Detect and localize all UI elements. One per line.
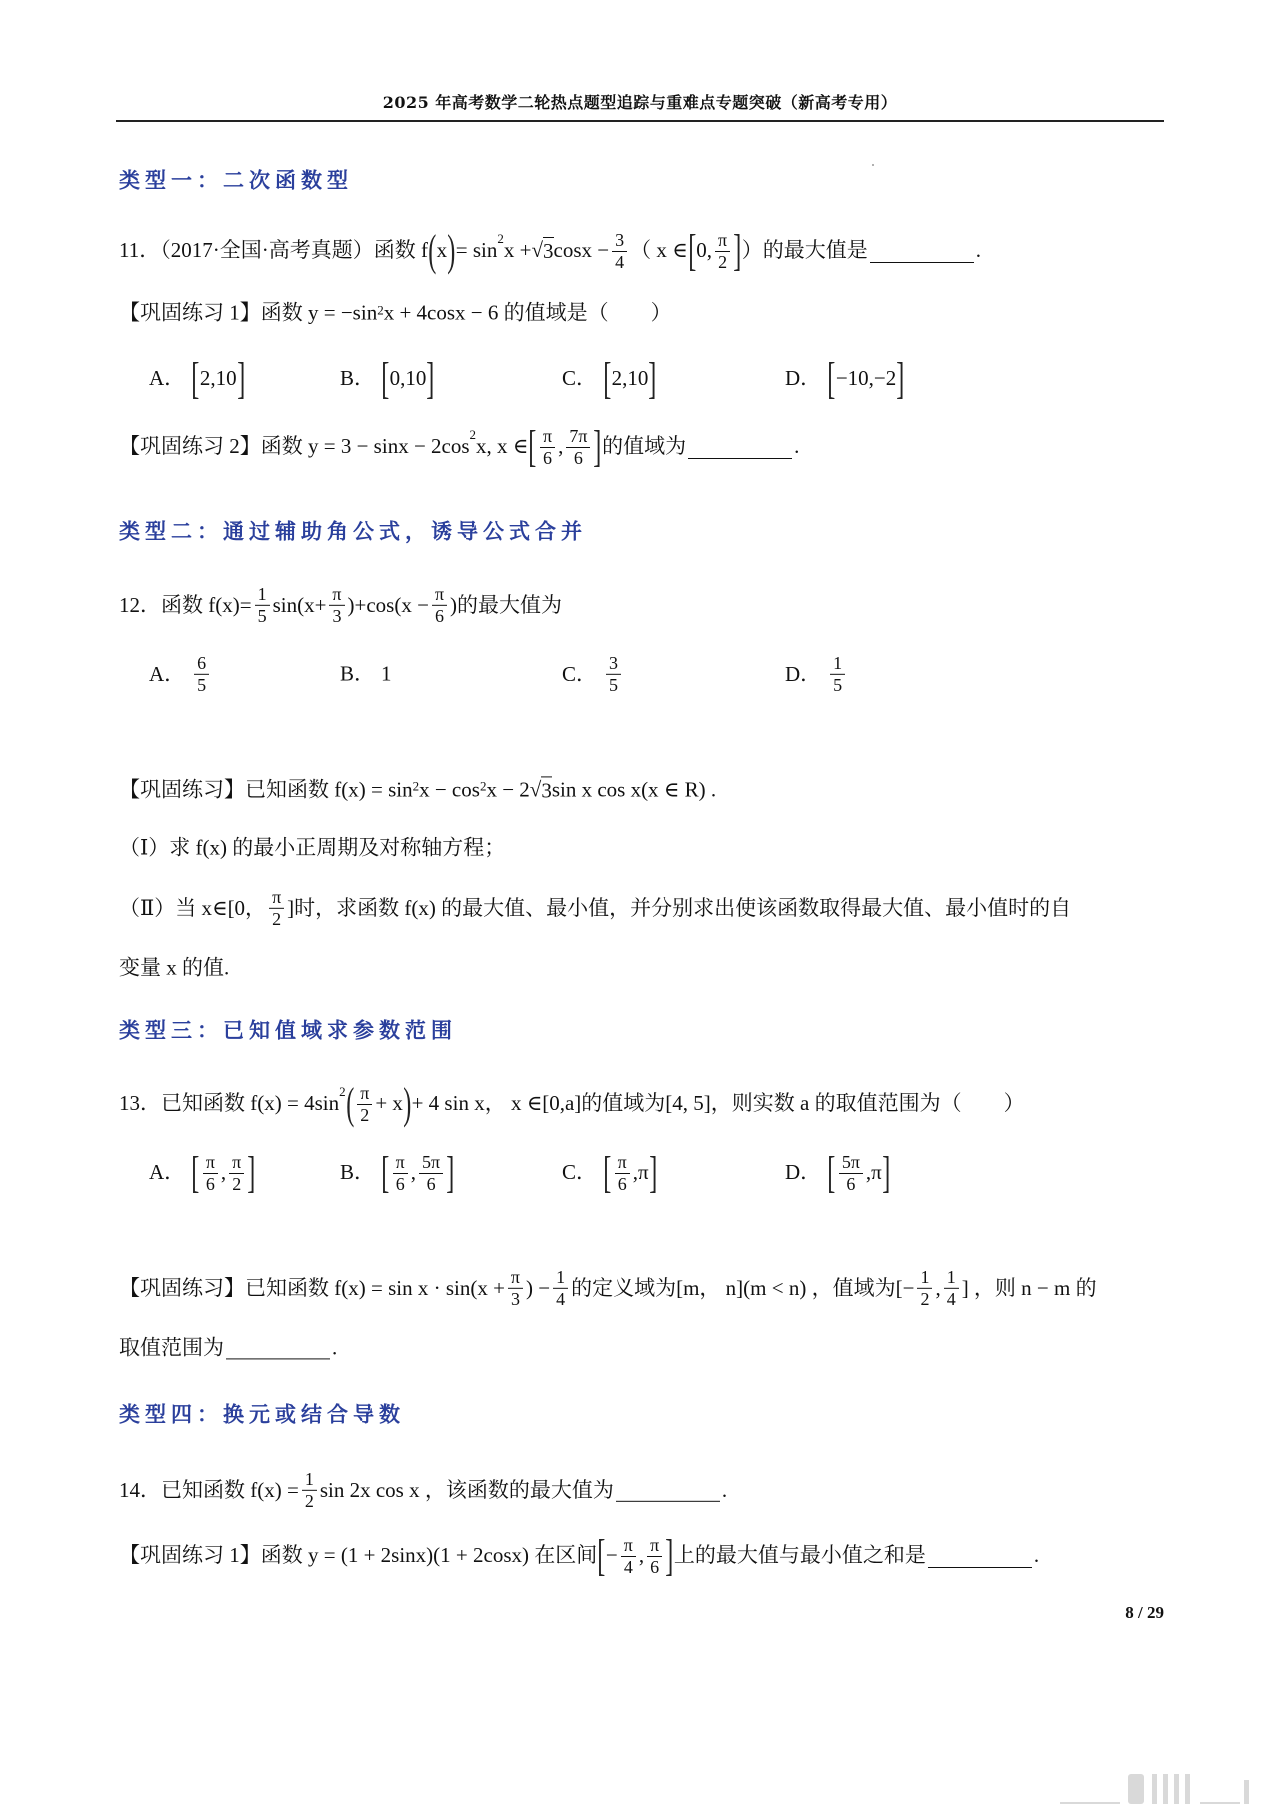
fraction [944, 1267, 959, 1309]
text-run: ,π [865, 1160, 882, 1185]
fraction-numerator: 7π [566, 426, 590, 448]
fraction-numerator: 3 [612, 230, 627, 252]
fraction [357, 1083, 372, 1125]
question-line [119, 1469, 727, 1511]
page-header: 2025 年高考数学二轮热点题型追踪与重难点专题突破（新高考专用） [382, 93, 898, 112]
big-bracket: ] [648, 1148, 657, 1197]
fraction-denominator: 2 [232, 1173, 242, 1194]
fraction-denominator: 6 [650, 1556, 660, 1577]
big-bracket: [ [191, 1148, 200, 1197]
big-bracket: ] [247, 1148, 256, 1197]
big-bracket: ) [403, 1079, 412, 1128]
fraction [615, 1152, 630, 1194]
text-run: ] ，则 n − m 的 [961, 1275, 1097, 1300]
text-run: 【巩固练习 1】函数 y = (1 + 2sinx)(1 + 2cosx) 在区间 [119, 1543, 598, 1568]
text-run: , [410, 1160, 417, 1185]
fraction [830, 653, 845, 695]
big-bracket: ] [896, 354, 905, 403]
big-bracket: ] [648, 354, 657, 403]
question-line [119, 955, 229, 980]
big-bracket: ] [593, 422, 602, 471]
fraction-denominator: 6 [573, 447, 583, 468]
option-label: A． [149, 661, 186, 686]
option-label: D． [785, 366, 822, 391]
section-heading [119, 519, 587, 544]
fraction-numerator: π [357, 1083, 372, 1105]
fraction [715, 230, 730, 272]
option-label: B． [340, 1160, 376, 1185]
fraction [612, 230, 627, 272]
big-bracket: [ [191, 354, 200, 403]
option-a [149, 1148, 256, 1197]
fraction-denominator: 6 [617, 1173, 627, 1194]
fraction-numerator: 3 [606, 653, 621, 675]
option-label: D． [785, 1160, 822, 1185]
superscript: 2 [377, 302, 384, 318]
text-run: x + [503, 238, 532, 263]
fraction-denominator: 3 [332, 605, 342, 626]
superscript: 2 [497, 231, 504, 246]
option-a [149, 653, 212, 695]
section-heading [119, 1018, 457, 1043]
text-run: . [332, 1335, 338, 1360]
text-run: x [436, 238, 448, 263]
superscript: 2 [339, 1084, 346, 1099]
fraction [203, 1152, 218, 1194]
fraction-denominator: 5 [197, 674, 207, 695]
big-bracket: [ [528, 422, 537, 471]
fraction-numerator: 1 [255, 584, 270, 606]
fraction-denominator: 6 [205, 1173, 215, 1194]
fraction [194, 653, 209, 695]
option-d [785, 653, 848, 695]
text-run: )的最大值为 [450, 592, 563, 617]
fraction-denominator: 2 [920, 1288, 930, 1309]
text-run: ,π [632, 1160, 649, 1185]
fraction-denominator: 4 [615, 251, 625, 272]
section-heading [119, 168, 353, 193]
fraction-numerator: 1 [944, 1267, 959, 1289]
text-run: . [721, 1477, 728, 1502]
text-run: + x [375, 1091, 403, 1116]
text-run: + 4 sin x， x ∈[0,a]的值域为[4, 5]，则实数 a 的取值范围为（ ） [411, 1091, 1025, 1116]
text-run: 【巩固练习】已知函数 f(x) = sin x · sin(x + [119, 1275, 505, 1300]
answer-blank [226, 1337, 330, 1360]
big-bracket: [ [827, 1148, 836, 1197]
text-run: 类型三：已知值域求参数范围 [119, 1018, 457, 1043]
question-line [119, 1531, 1040, 1580]
big-bracket: ] [882, 1148, 891, 1197]
text-run: . [794, 434, 800, 459]
option-c [562, 653, 624, 695]
option-c [562, 354, 657, 403]
big-bracket: [ [381, 354, 390, 403]
big-bracket: ] [426, 354, 435, 403]
fraction-numerator: 6 [194, 653, 209, 675]
text-run: 1 [381, 661, 392, 686]
fraction [917, 1267, 932, 1309]
option-b [340, 354, 435, 403]
text-run: 取值范围为 [119, 1335, 224, 1360]
fraction-numerator: π [269, 887, 284, 909]
big-bracket: ] [446, 1148, 455, 1197]
text-run: √ [529, 777, 542, 802]
fraction [255, 584, 270, 626]
fraction-denominator: 5 [833, 674, 843, 695]
option-label: C． [562, 661, 598, 686]
fraction-denominator: 3 [510, 1288, 520, 1309]
fraction [432, 584, 447, 626]
text-run: （ x ∈ [630, 238, 688, 263]
text-run: 11．（2017·全国·高考真题）函数 f [119, 238, 428, 263]
fraction-denominator: 6 [395, 1173, 405, 1194]
text-run: 变量 x 的值. [119, 955, 230, 980]
fraction-denominator: 6 [543, 447, 553, 468]
option-label: B． [340, 661, 376, 686]
text-run: 上的最大值与最小值之和是 [673, 1543, 926, 1568]
text-run: √ [531, 238, 543, 263]
answer-options [0, 349, 1280, 409]
text-run: sin(x+ [272, 592, 327, 617]
fraction-denominator: 2 [272, 908, 282, 929]
text-run: 13．已知函数 f(x) = 4sin [119, 1091, 340, 1116]
text-run: , [558, 434, 564, 459]
text-run: = sin [455, 238, 498, 263]
text-run: sin 2x cos x ，该函数的最大值为 [319, 1477, 614, 1502]
fraction-numerator: π [393, 1152, 408, 1174]
text-run: 0,10 [389, 366, 427, 391]
option-d [785, 354, 905, 403]
text-run: ) − [526, 1275, 551, 1300]
text-run: 14．已知函数 f(x) = [119, 1477, 299, 1502]
text-run: 的值域为 [602, 434, 687, 459]
big-bracket: [ [827, 354, 836, 403]
text-run: )+cos(x − [347, 592, 429, 617]
fraction [508, 1267, 523, 1309]
question-line [119, 584, 562, 626]
text-run: ）的最大值是 [741, 238, 868, 263]
text-run: , [220, 1160, 227, 1185]
page-number: 8 / 29 [1125, 1603, 1164, 1622]
big-bracket: [ [381, 1148, 390, 1197]
big-bracket: [ [597, 1531, 606, 1580]
big-bracket: ] [665, 1531, 674, 1580]
text-run: 12．函数 f(x)= [119, 592, 252, 617]
fraction-numerator: π [329, 584, 344, 606]
fraction-denominator: 2 [304, 1490, 314, 1511]
fraction [419, 1152, 443, 1194]
answer-options [0, 1143, 1280, 1203]
text-run: 【巩固练习】已知函数 f(x) = sin [119, 777, 413, 802]
text-run: x + 4cosx − 6 的值域是（ ） [383, 300, 672, 325]
fraction [647, 1535, 662, 1577]
text-run: 2,10 [199, 366, 237, 391]
fraction [553, 1267, 568, 1309]
option-label: D． [785, 661, 822, 686]
fraction [839, 1152, 863, 1194]
fraction-denominator: 4 [623, 1556, 633, 1577]
fraction-numerator: 1 [553, 1267, 568, 1289]
fraction-denominator: 6 [846, 1173, 856, 1194]
fraction [269, 887, 284, 929]
option-label: C． [562, 366, 598, 391]
superscript: 2 [412, 778, 420, 794]
text-run: 0, [696, 238, 713, 263]
fraction [329, 584, 344, 626]
fraction-numerator: π [508, 1267, 523, 1289]
question-line [119, 300, 672, 325]
text-run: x, x ∈ [476, 434, 529, 459]
fraction-numerator: π [647, 1535, 662, 1557]
option-d [785, 1148, 891, 1197]
big-bracket: [ [603, 354, 612, 403]
fraction [302, 1469, 317, 1511]
question-line [119, 776, 716, 803]
watermark-mark [1060, 1770, 1260, 1804]
text-run: − [605, 1543, 618, 1568]
big-bracket: ) [447, 226, 456, 275]
fraction-numerator: π [203, 1152, 218, 1174]
fraction [393, 1152, 408, 1194]
option-label: B． [340, 366, 376, 391]
fraction [229, 1152, 244, 1194]
question-line [119, 1267, 1097, 1309]
big-bracket: ] [236, 354, 245, 403]
fraction-denominator: 6 [426, 1173, 436, 1194]
fraction-denominator: 5 [609, 674, 619, 695]
question-line [119, 1335, 337, 1360]
option-label: A． [149, 1160, 186, 1185]
fraction-denominator: 4 [556, 1288, 566, 1309]
answer-blank [616, 1479, 720, 1502]
big-bracket: ( [428, 226, 437, 275]
fraction-numerator: π [540, 426, 555, 448]
fraction-numerator: 1 [830, 653, 845, 675]
answer-blank [870, 240, 974, 263]
big-bracket: ] [733, 226, 742, 275]
superscript: 2 [469, 427, 477, 442]
section-heading [119, 1402, 405, 1427]
text-run: . [975, 238, 982, 263]
fraction-numerator: π [615, 1152, 630, 1174]
big-bracket: [ [603, 1148, 612, 1197]
option-label: A． [149, 366, 186, 391]
text-run: 类型一：二次函数型 [119, 168, 353, 193]
fraction [621, 1535, 636, 1577]
fraction-numerator: π [229, 1152, 244, 1174]
text-run: cosx − [553, 238, 610, 263]
fraction-numerator: 5π [839, 1152, 863, 1174]
text-run: x − cos [419, 777, 480, 802]
option-b [340, 1148, 455, 1197]
text-run: 的定义域为[m， n](m < n) ，值域为[− [571, 1275, 915, 1300]
question-line [119, 422, 800, 471]
text-run: （Ⅱ）当 x∈[0， [119, 895, 267, 920]
fraction-numerator: 5π [419, 1152, 443, 1174]
text-run: 【巩固练习 1】函数 y = −sin [119, 300, 378, 325]
fraction-numerator: π [715, 230, 730, 252]
fraction-denominator: 6 [434, 605, 444, 626]
text-run: x − 2 [486, 777, 530, 802]
fraction [566, 426, 590, 468]
fraction-numerator: π [432, 584, 447, 606]
radicand: 3 [541, 778, 552, 803]
fraction-numerator: 1 [302, 1469, 317, 1491]
text-run: （Ⅰ）求 f(x) 的最小正周期及对称轴方程； [119, 835, 506, 860]
text-run: 类型二：通过辅助角公式，诱导公式合并 [119, 519, 587, 544]
fraction-numerator: π [621, 1535, 636, 1557]
big-bracket: [ [687, 226, 696, 275]
fraction [540, 426, 555, 468]
answer-blank [688, 436, 792, 459]
question-line [119, 1079, 1025, 1128]
option-c [562, 1148, 657, 1197]
text-run: 【巩固练习 2】函数 y = 3 − sinx − 2cos [119, 434, 470, 459]
superscript: 2 [479, 778, 487, 794]
answer-blank [928, 1545, 1032, 1568]
question-line [119, 887, 1071, 929]
fraction [606, 653, 621, 695]
radicand: 3 [543, 239, 554, 264]
option-label: C． [562, 1160, 598, 1185]
text-run: , [935, 1275, 941, 1300]
text-run: −10,−2 [835, 366, 897, 391]
fraction-denominator: 4 [946, 1288, 956, 1309]
big-bracket: ( [345, 1079, 354, 1128]
answer-options [0, 644, 1280, 704]
text-run: sin x cos x(x ∈ R) . [551, 777, 717, 802]
text-run: 类型四：换元或结合导数 [119, 1402, 405, 1427]
fraction-denominator: 5 [257, 605, 267, 626]
fraction-denominator: 2 [360, 1104, 370, 1125]
question-line [119, 835, 505, 860]
text-run: ]时，求函数 f(x) 的最大值、最小值，并分别求出使该函数取得最大值、最小值时的自 [287, 895, 1072, 920]
option-a [149, 354, 245, 403]
fraction-denominator: 2 [718, 251, 728, 272]
option-b [340, 661, 392, 686]
text-run: . [1033, 1543, 1040, 1568]
question-line [119, 226, 982, 275]
fraction-numerator: 1 [917, 1267, 932, 1289]
text-run: 2,10 [611, 366, 649, 391]
text-run: , [638, 1543, 645, 1568]
